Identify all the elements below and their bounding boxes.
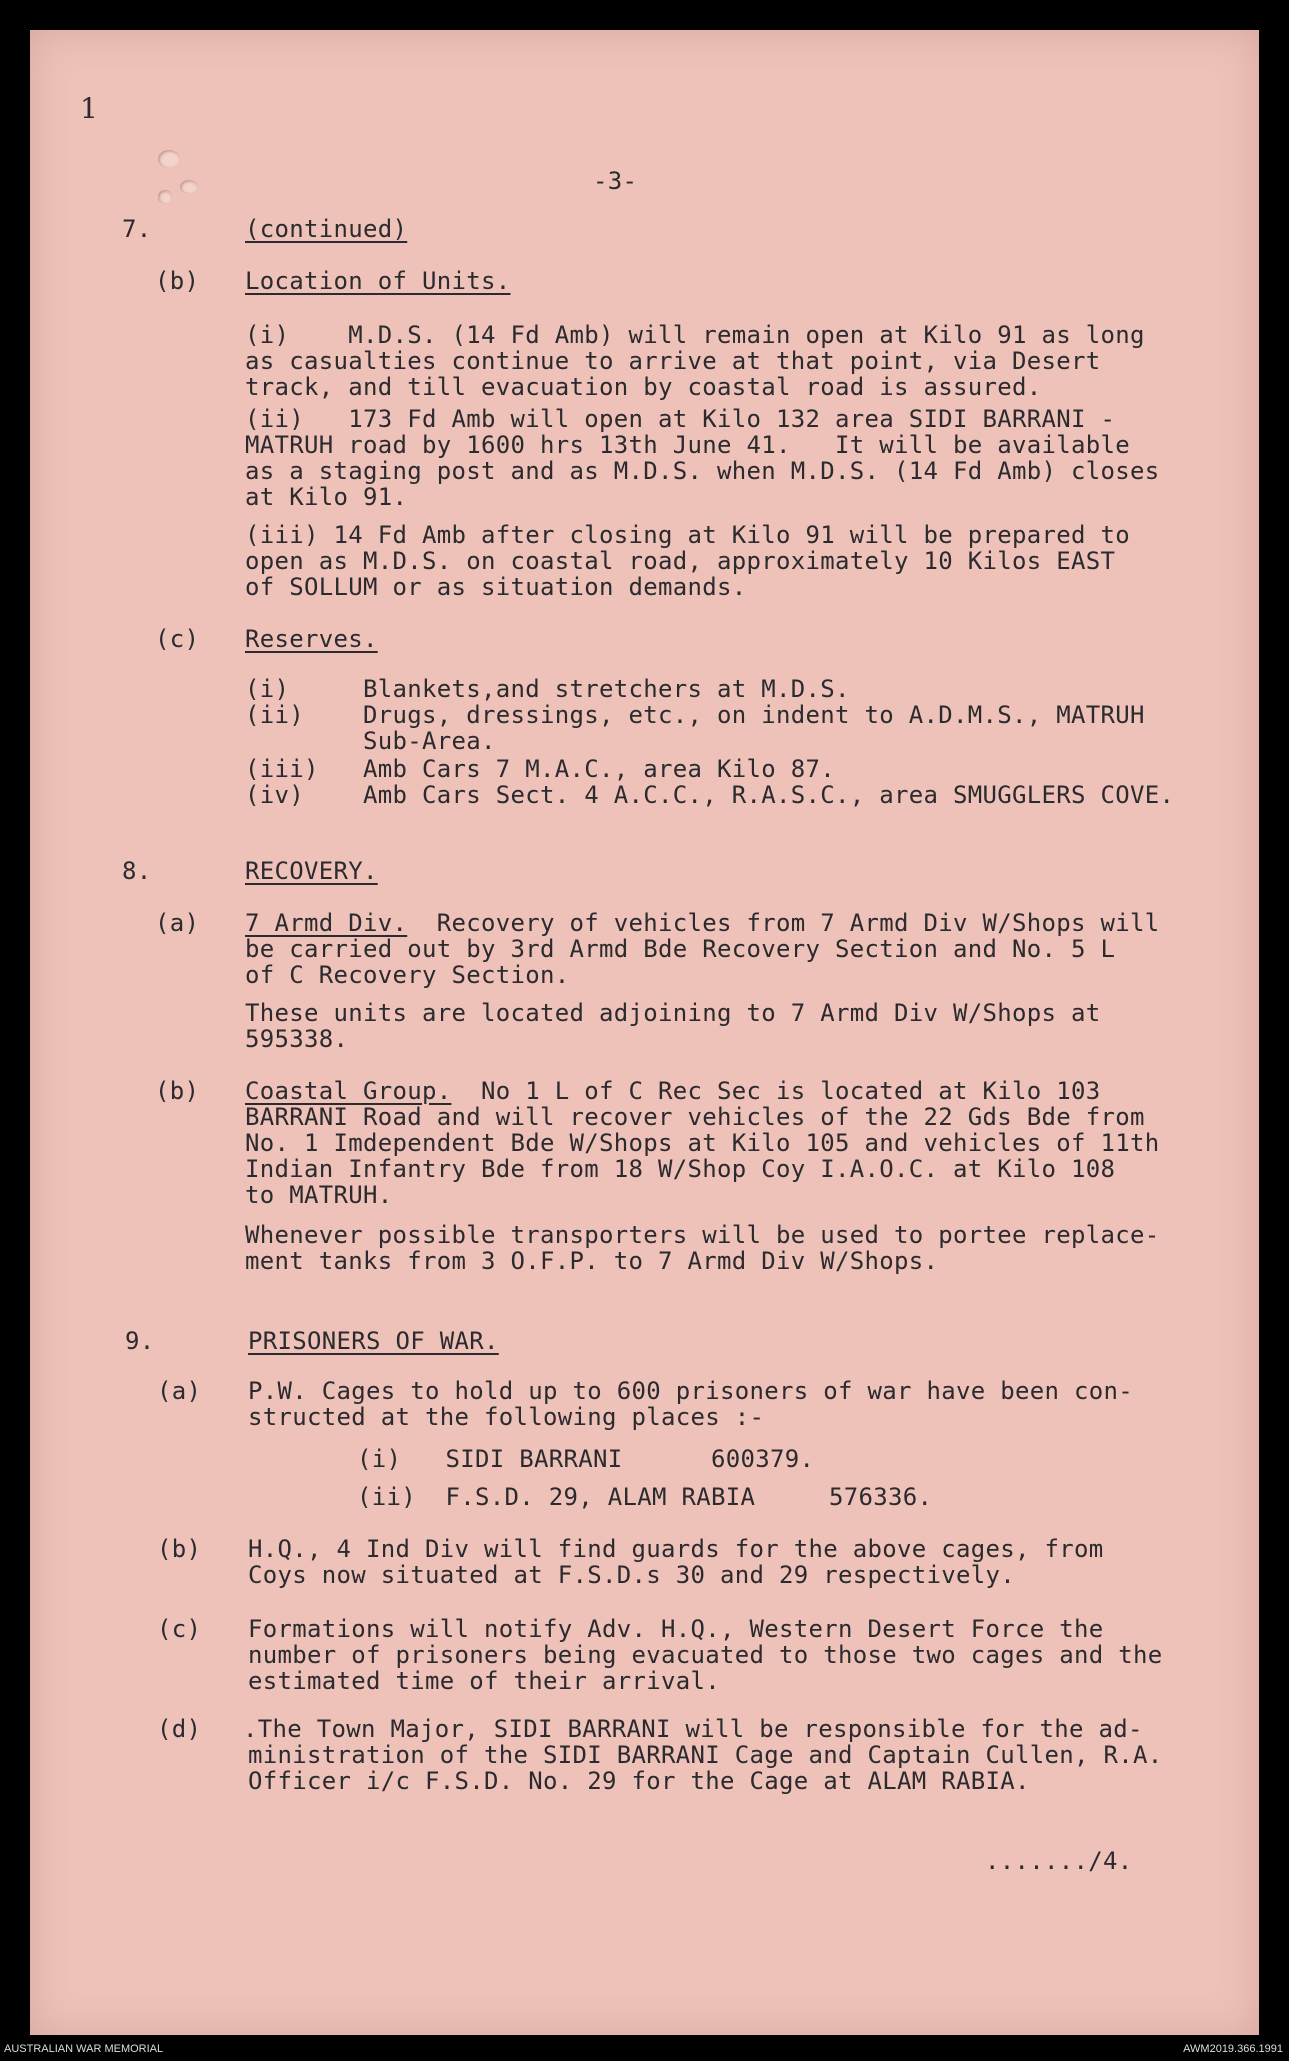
page-number: -3- — [593, 167, 638, 195]
section-number: 7. — [122, 215, 152, 243]
text-line: Officer i/c F.S.D. No. 29 for the Cage at ALAM RABIA. — [248, 1767, 1030, 1795]
text-line: (i) M.D.S. (14 Fd Amb) will remain open at Kilo 91 as long — [245, 321, 1145, 349]
text-line: estimated time of their arrival. — [248, 1667, 720, 1695]
text-line: (iii) 14 Fd Amb after closing at Kilo 91 will be prepared to — [245, 521, 1130, 549]
text-line: Coys now situated at F.S.D.s 30 and 29 respectively. — [248, 1561, 1015, 1589]
text-line: open as M.D.S. on coastal road, approximately 10 Kilos EAST — [245, 547, 1116, 575]
subsection-label: (c) — [157, 1615, 202, 1643]
text-line: (iii) Amb Cars 7 M.A.C., area Kilo 87. — [245, 755, 835, 783]
continuation-marker: ......./4. — [985, 1847, 1133, 1875]
text-line: be carried out by 3rd Armd Bde Recovery Section and No. 5 L — [245, 935, 1116, 963]
text-line: (i) Blankets,and stretchers at M.D.S. — [245, 675, 850, 703]
paper-damage — [180, 180, 198, 194]
subsection-heading: 7 Armd Div. — [245, 909, 408, 937]
text-line: (ii) Drugs, dressings, etc., on indent to A.D.M.S., MATRUH — [245, 701, 1145, 729]
text-line: These units are located adjoining to 7 Armd Div W/Shops at — [245, 999, 1101, 1027]
section-heading: RECOVERY. — [245, 857, 378, 885]
text-line: structed at the following places :- — [248, 1403, 765, 1431]
subsection-label: (b) — [157, 1535, 202, 1563]
text-line: (ii) 173 Fd Amb will open at Kilo 132 area SIDI BARRANI - — [245, 405, 1116, 433]
text-line: Whenever possible transporters will be used to portee replace- — [245, 1221, 1160, 1249]
text-line: BARRANI Road and will recover vehicles of the 22 Gds Bde from — [245, 1103, 1145, 1131]
paper-damage — [158, 150, 180, 168]
text-line: ministration of the SIDI BARRANI Cage and Captain Cullen, R.A. — [248, 1741, 1163, 1769]
subsection-label: (c) — [155, 625, 200, 653]
text-line: P.W. Cages to hold up to 600 prisoners of war have been con- — [248, 1377, 1133, 1405]
text-line — [245, 910, 1159, 936]
text-line: as casualties continue to arrive at that point, via Desert — [245, 347, 1101, 375]
text-span: No 1 L of C Rec Sec is located at Kilo 103 — [451, 1077, 1101, 1105]
subsection-heading: Reserves. — [245, 625, 378, 653]
text-line: (iv) Amb Cars Sect. 4 A.C.C., R.A.S.C., area SMUGGLERS COVE. — [245, 781, 1175, 809]
subsection-heading: Coastal Group. — [245, 1077, 452, 1105]
text-line: H.Q., 4 Ind Div will find guards for the above cages, from — [248, 1535, 1104, 1563]
subsection-label: (d) — [157, 1715, 202, 1743]
text-line: MATRUH road by 1600 hrs 13th June 41. It will be available — [245, 431, 1130, 459]
text-line: of C Recovery Section. — [245, 961, 570, 989]
text-line: as a staging post and as M.D.S. when M.D.S. (14 Fd Amb) closes — [245, 457, 1160, 485]
text-line: ment tanks from 3 O.F.P. to 7 Armd Div W/Shops. — [245, 1247, 939, 1275]
text-line: No. 1 Imdependent Bde W/Shops at Kilo 105 and vehicles of 11th — [245, 1129, 1160, 1157]
text-line: Indian Infantry Bde from 18 W/Shop Coy I.A.O.C. at Kilo 108 — [245, 1155, 1116, 1183]
section-heading: PRISONERS OF WAR. — [248, 1327, 499, 1355]
subsection-label: (b) — [155, 267, 200, 295]
text-line: .The Town Major, SIDI BARRANI will be responsible for the ad- — [243, 1715, 1143, 1743]
handwritten-mark: 1 — [80, 92, 99, 125]
text-line: (ii) F.S.D. 29, ALAM RABIA 576336. — [357, 1483, 933, 1511]
text-line: number of prisoners being evacuated to those two cages and the — [248, 1641, 1163, 1669]
text-line: track, and till evacuation by coastal road is assured. — [245, 373, 1042, 401]
paper-damage — [158, 190, 172, 204]
subsection-label: (a) — [155, 909, 200, 937]
text-line: Formations will notify Adv. H.Q., Western Desert Force the — [248, 1615, 1104, 1643]
text-line: at Kilo 91. — [245, 483, 408, 511]
section-number: 8. — [122, 857, 152, 885]
text-line: 595338. — [245, 1025, 349, 1053]
subsection-label: (b) — [155, 1077, 200, 1105]
text-line: Sub-Area. — [245, 727, 496, 755]
text-line: to MATRUH. — [245, 1181, 393, 1209]
section-heading: (continued) — [245, 215, 408, 243]
text-span: Recovery of vehicles from 7 Armd Div W/Shops will — [407, 909, 1160, 937]
footer-accession-number: AWM2019.366.1991 — [1183, 2043, 1283, 2055]
text-line: (i) SIDI BARRANI 600379. — [357, 1445, 815, 1473]
subsection-label: (a) — [157, 1377, 202, 1405]
text-line: of SOLLUM or as situation demands. — [245, 573, 747, 601]
section-number: 9. — [125, 1327, 155, 1355]
text-line — [245, 1078, 1100, 1104]
subsection-heading: Location of Units. — [245, 267, 511, 295]
footer-credit: AUSTRALIAN WAR MEMORIAL — [4, 2043, 164, 2055]
